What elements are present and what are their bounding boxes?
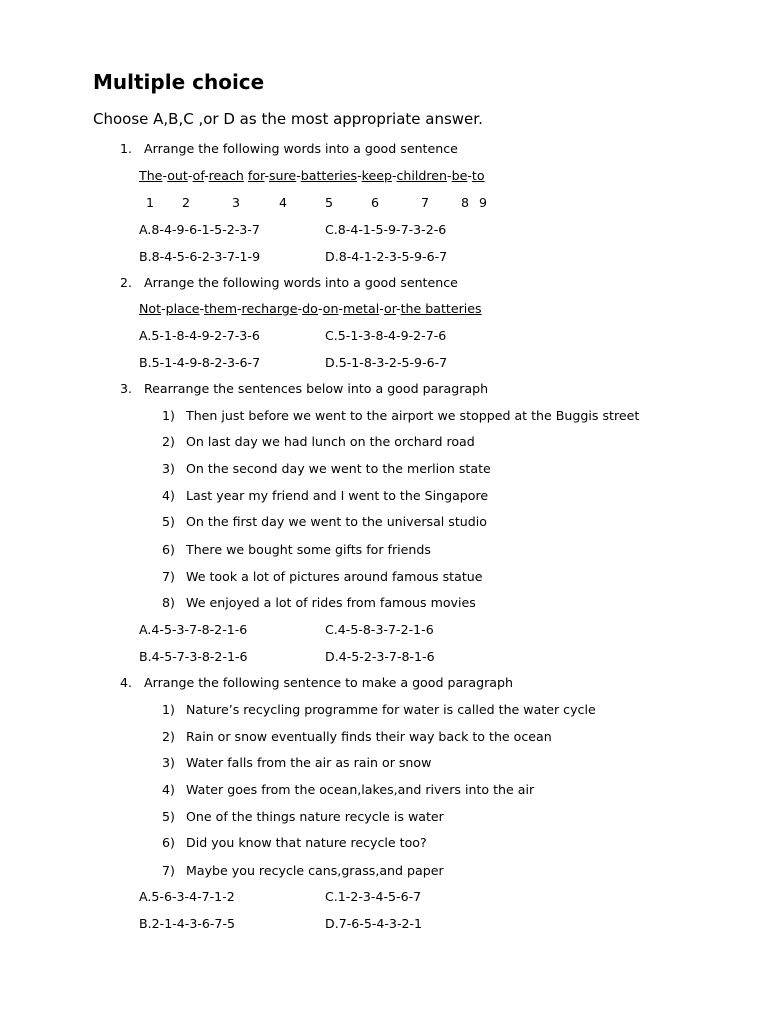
answer-option: C.4-5-8-3-7-2-1-6	[325, 622, 434, 637]
sentence-text: Then just before we went to the airport we stopped at the Buggis street	[186, 408, 640, 423]
sentence-number: 4)	[162, 488, 175, 503]
word: do	[302, 301, 319, 316]
word-number: 7	[421, 195, 430, 210]
sentence-text: Maybe you recycle cans,grass,and paper	[186, 863, 444, 878]
word-number-row	[139, 194, 499, 212]
question-number: 4.	[120, 675, 133, 690]
word-number: 4	[279, 195, 288, 210]
page-title: Multiple choice	[93, 70, 265, 94]
sentence-text: On last day we had lunch on the orchard road	[186, 434, 475, 449]
word: reach	[208, 168, 244, 183]
word: to	[471, 168, 485, 183]
word: batteries	[300, 168, 358, 183]
word-number: 6	[371, 195, 380, 210]
answer-option: B.2-1-4-3-6-7-5	[139, 916, 235, 931]
question-number: 3.	[120, 381, 133, 396]
sentence-number: 7)	[162, 569, 175, 584]
word: out	[167, 168, 188, 183]
word: them	[204, 301, 237, 316]
sentence-number: 6)	[162, 542, 175, 557]
word: metal	[343, 301, 380, 316]
word-number: 3	[232, 195, 241, 210]
word: for	[247, 168, 265, 183]
answer-option: A.4-5-3-7-8-2-1-6	[139, 622, 248, 637]
word: The	[139, 168, 163, 183]
sentence-number: 1)	[162, 408, 175, 423]
answer-option: D.4-5-2-3-7-8-1-6	[325, 649, 435, 664]
answer-option: A.5-6-3-4-7-1-2	[139, 889, 235, 904]
word: Not	[139, 301, 162, 316]
answer-option: C.1-2-3-4-5-6-7	[325, 889, 422, 904]
sentence-text: Water falls from the air as rain or snow	[186, 755, 432, 770]
word-number: 1	[146, 195, 155, 210]
sentence-number: 8)	[162, 595, 175, 610]
word: recharge	[241, 301, 298, 316]
answer-option: B.5-1-4-9-8-2-3-6-7	[139, 355, 261, 370]
answer-option: C.8-4-1-5-9-7-3-2-6	[325, 222, 447, 237]
word: of	[192, 168, 205, 183]
word-number: 9	[479, 195, 488, 210]
word: keep	[361, 168, 392, 183]
word-list: Not-place-them-recharge-do-on-metal-or-the batteries	[139, 301, 482, 316]
question-text: Rearrange the sentences below into a good paragraph	[144, 381, 489, 396]
sentence-number: 7)	[162, 863, 175, 878]
question-number: 2.	[120, 275, 133, 290]
word-number: 5	[325, 195, 334, 210]
word: place	[165, 301, 200, 316]
sentence-number: 3)	[162, 461, 175, 476]
sentence-text: Last year my friend and I went to the Singapore	[186, 488, 489, 503]
sentence-number: 1)	[162, 702, 175, 717]
word: on	[322, 301, 339, 316]
sentence-number: 4)	[162, 782, 175, 797]
word: sure	[268, 168, 297, 183]
sentence-text: We enjoyed a lot of rides from famous movies	[186, 595, 476, 610]
sentence-number: 5)	[162, 809, 175, 824]
word: or	[383, 301, 397, 316]
answer-option: A.5-1-8-4-9-2-7-3-6	[139, 328, 260, 343]
question-text: Arrange the following words into a good sentence	[144, 275, 458, 290]
answer-option: C.5-1-3-8-4-9-2-7-6	[325, 328, 447, 343]
question-text: Arrange the following words into a good sentence	[144, 141, 458, 156]
word: the batteries	[400, 301, 482, 316]
answer-option: A.8-4-9-6-1-5-2-3-7	[139, 222, 260, 237]
instruction-text: Choose A,B,C ,or D as the most appropriate answer.	[93, 110, 483, 128]
sentence-text: Rain or snow eventually finds their way back to the ocean	[186, 729, 552, 744]
sentence-number: 3)	[162, 755, 175, 770]
sentence-text: On the second day we went to the merlion state	[186, 461, 491, 476]
word-list: The-out-of-reach for-sure-batteries-keep-children-be-to	[139, 168, 485, 183]
sentence-number: 2)	[162, 729, 175, 744]
word-number: 2	[182, 195, 191, 210]
sentence-number: 2)	[162, 434, 175, 449]
answer-option: D.5-1-8-3-2-5-9-6-7	[325, 355, 448, 370]
sentence-text: There we bought some gifts for friends	[186, 542, 431, 557]
answer-option: D.7-6-5-4-3-2-1	[325, 916, 423, 931]
question-text: Arrange the following sentence to make a good paragraph	[144, 675, 513, 690]
sentence-text: Water goes from the ocean,lakes,and rivers into the air	[186, 782, 535, 797]
sentence-number: 5)	[162, 514, 175, 529]
answer-option: D.8-4-1-2-3-5-9-6-7	[325, 249, 448, 264]
sentence-text: On the first day we went to the universal studio	[186, 514, 487, 529]
answer-option: B.8-4-5-6-2-3-7-1-9	[139, 249, 261, 264]
sentence-number: 6)	[162, 835, 175, 850]
answer-option: B.4-5-7-3-8-2-1-6	[139, 649, 248, 664]
sentence-text: We took a lot of pictures around famous statue	[186, 569, 483, 584]
word: children	[396, 168, 448, 183]
sentence-text: Did you know that nature recycle too?	[186, 835, 427, 850]
word-number: 8	[461, 195, 470, 210]
question-number: 1.	[120, 141, 133, 156]
sentence-text: Nature’s recycling programme for water is called the water cycle	[186, 702, 596, 717]
sentence-text: One of the things nature recycle is water	[186, 809, 444, 824]
word: be	[451, 168, 468, 183]
